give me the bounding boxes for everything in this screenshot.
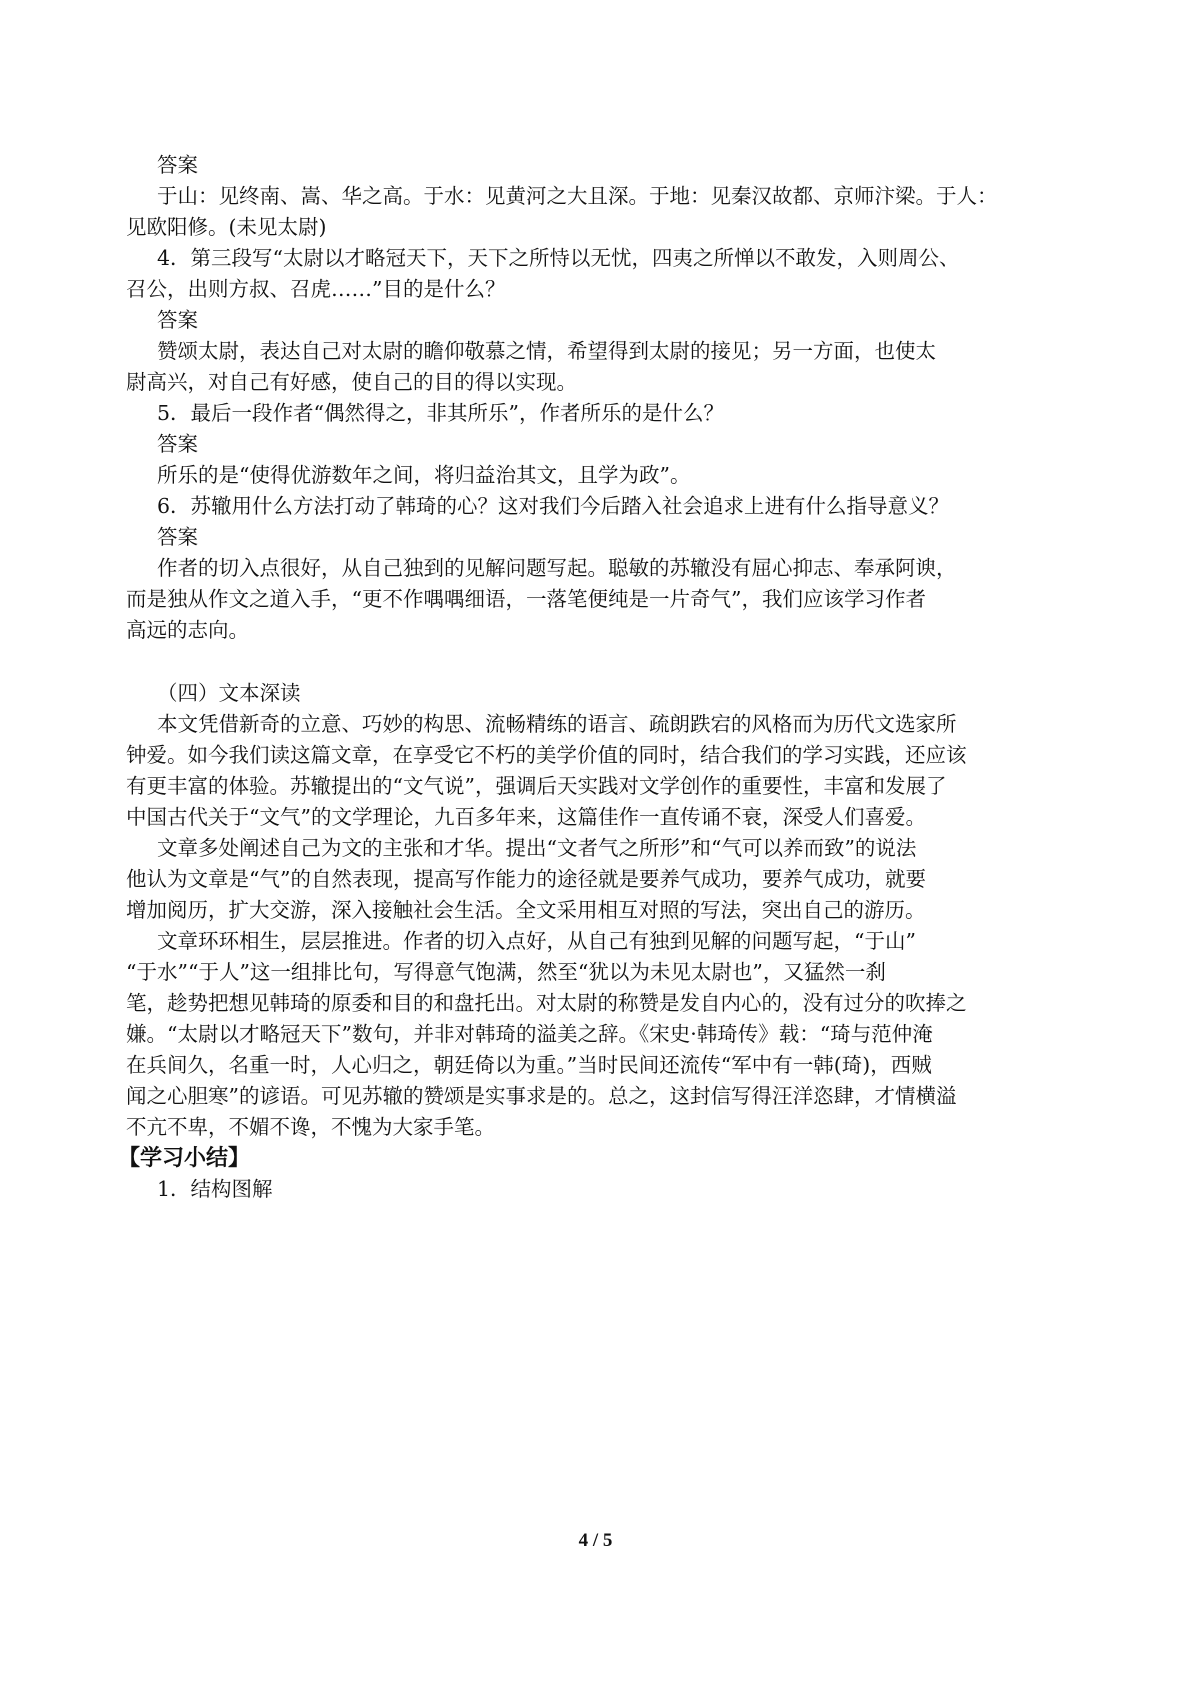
paragraph-text: “于水”“于人”这一组排比句，写得意气饱满，然至“犹以为未见太尉也”，又猛然一刹 <box>126 960 886 984</box>
answer-text: 见欧阳修。(未见太尉) <box>126 215 327 239</box>
paragraph-text: 中国古代关于“文气”的文学理论，九百多年来，这篇佳作一直传诵不衰，深受人们喜爱。 <box>126 805 926 829</box>
answer-text: 而是独从作文之道入手，“更不作喁喁细语，一落笔便纯是一片奇气”，我们应该学习作者 <box>126 587 926 611</box>
question-5: 5．最后一段作者“偶然得之，非其所乐”，作者所乐的是什么？ <box>157 401 725 425</box>
paragraph-text: 文章多处阐述自己为文的主张和才华。提出“文者气之所形”和“气可以养而致”的说法 <box>157 836 917 860</box>
answer-label: 答案 <box>157 308 198 332</box>
paragraph-text: 闻之心胆寒”的谚语。可见苏辙的赞颂是实事求是的。总之，这封信写得汪洋恣肆，才情横溢 <box>126 1084 957 1108</box>
paragraph-text: 本文凭借新奇的立意、巧妙的构思、流畅精练的语言、疏朗跌宕的风格而为历代文选家所 <box>157 712 957 736</box>
question-6: 6．苏辙用什么方法打动了韩琦的心？这对我们今后踏入社会追求上进有什么指导意义？ <box>157 494 950 518</box>
section-heading-text-deep-reading: （四）文本深读 <box>157 681 301 705</box>
paragraph-text: 不亢不卑，不媚不谗，不愧为大家手笔。 <box>126 1115 495 1139</box>
answer-text: 高远的志向。 <box>126 618 249 642</box>
learning-summary-heading: 【学习小结】 <box>118 1146 251 1171</box>
paragraph-text: 在兵间久，名重一时，人心归之，朝廷倚以为重。”当时民间还流传“军中有一韩(琦)，西贼 <box>126 1053 932 1077</box>
paragraph-text: 笔，趁势把想见韩琦的原委和目的和盘托出。对太尉的称赞是发自内心的，没有过分的吹捧之 <box>126 991 967 1015</box>
answer-text: 作者的切入点很好，从自己独到的见解问题写起。聪敏的苏辙没有屈心抑志、奉承阿谀， <box>157 556 957 580</box>
answer-text: 于山：见终南、嵩、华之高。于水：见黄河之大且深。于地：见秦汉故都、京师汴梁。于人： <box>157 184 998 208</box>
paragraph-text: 钟爱。如今我们读这篇文章，在享受它不朽的美学价值的同时，结合我们的学习实践，还应该 <box>126 743 967 767</box>
document-body <box>118 150 1086 1205</box>
answer-text: 尉高兴，对自己有好感，使自己的目的得以实现。 <box>126 370 577 394</box>
answer-text: 赞颂太尉，表达自己对太尉的瞻仰敬慕之情，希望得到太尉的接见；另一方面，也使太 <box>157 339 936 363</box>
paragraph-text: 有更丰富的体验。苏辙提出的“文气说”，强调后天实践对文学创作的重要性，丰富和发展了 <box>126 774 947 798</box>
paragraph-text: 他认为文章是“气”的自然表现，提高写作能力的途径就是要养气成功，要养气成功，就要 <box>126 867 926 891</box>
question-4: 4．第三段写“太尉以才略冠天下，天下之所恃以无忧，四夷之所惮以不敢发，入则周公、 <box>157 246 960 270</box>
paragraph-text: 文章环环相生，层层推进。作者的切入点好，从自己有独到见解的问题写起，“于山” <box>157 929 916 953</box>
question-4: 召公，出则方叔、召虎……”目的是什么？ <box>126 277 506 301</box>
paragraph-text: 嫌。“太尉以才略冠天下”数句，并非对韩琦的溢美之辞。《宋史·韩琦传》载：“琦与范仲淹 <box>126 1022 933 1046</box>
answer-label: 答案 <box>157 525 198 549</box>
answer-label: 答案 <box>157 432 198 456</box>
answer-label: 答案 <box>157 153 198 177</box>
answer-text: 所乐的是“使得优游数年之间，将归益治其文，且学为政”。 <box>157 463 691 487</box>
page-number: 4 / 5 <box>578 1530 613 1551</box>
structure-diagram-item: 1．结构图解 <box>157 1177 273 1201</box>
paragraph-text: 增加阅历，扩大交游，深入接触社会生活。全文采用相互对照的写法，突出自己的游历。 <box>126 898 926 922</box>
